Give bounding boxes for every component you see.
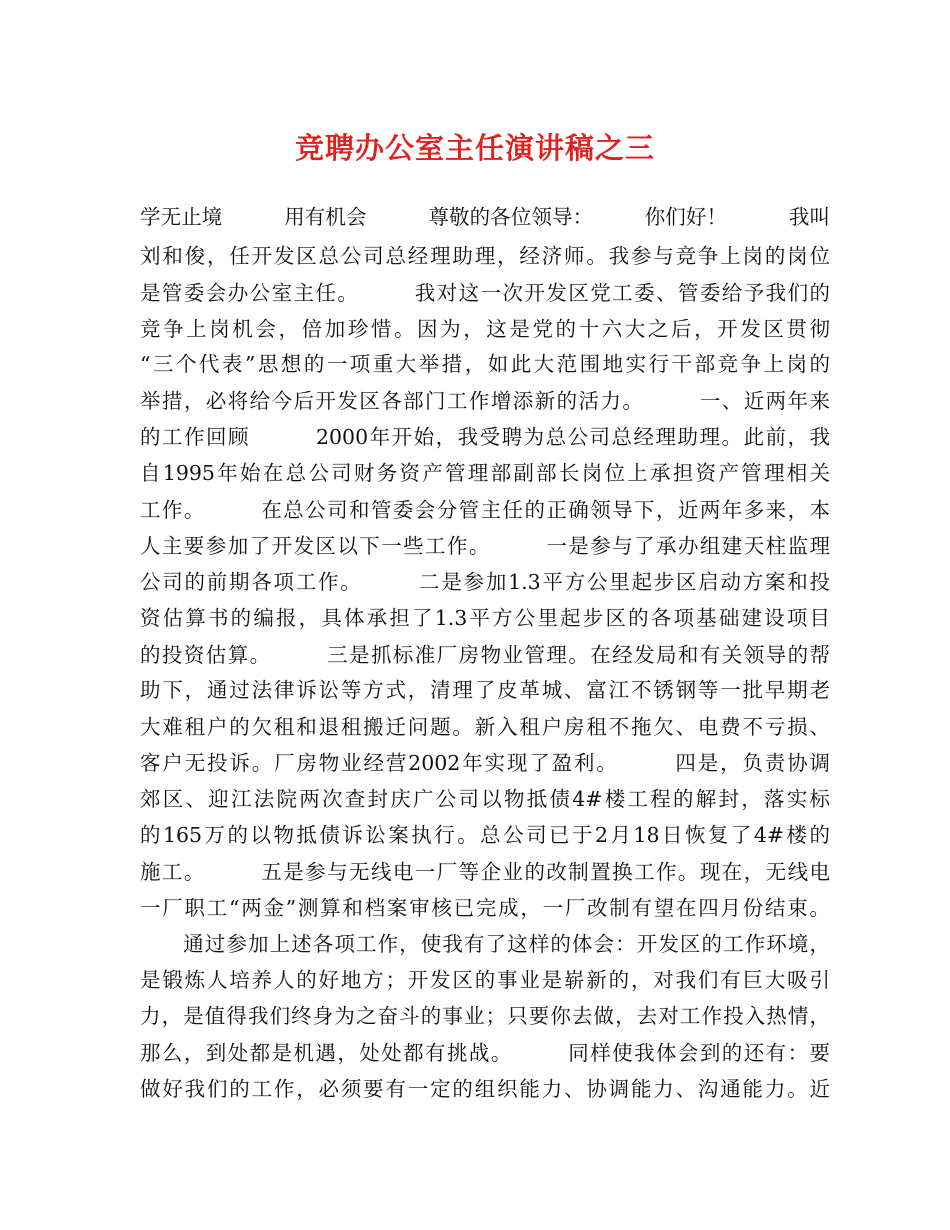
body-line: 做好我们的工作，必须要有一定的组织能力、协调能力、沟通能力。近: [140, 1077, 830, 1101]
body-line: 那么，到处都是机遇，处处都有挑战。 同样使我体会到的还有：要: [140, 1041, 830, 1065]
document-title: 竞聘办公室主任演讲稿之三: [294, 131, 655, 165]
body-line: 竞争上岗机会，倍加珍惜。因为，这是党的十六大之后，开发区贯彻: [140, 317, 830, 341]
body-line: 举措，必将给今后开发区各部门工作增添新的活力。 一、近两年来: [140, 389, 830, 413]
body-line: 力，是值得我们终身为之奋斗的事业；只要你去做，去对工作投入热情，: [140, 1004, 830, 1028]
body-line: “三个代表”思想的一项重大举措，如此大范围地实行干部竞争上岗的: [140, 352, 830, 376]
body-line: 施工。 五是参与无线电一厂等企业的改制置换工作。现在，无线电: [140, 860, 830, 884]
body-line: 的投资估算。 三是抓标准厂房物业管理。在经发局和有关领导的帮: [140, 643, 830, 667]
body-line: 公司的前期各项工作。 二是参加1.3平方公里起步区启动方案和投: [140, 570, 830, 594]
body-line: 刘和俊，任开发区总公司总经理助理，经济师。我参与竞争上岗的岗位: [140, 244, 830, 268]
body-line: 客户无投诉。厂房物业经营2002年实现了盈利。 四是，负责协调: [140, 751, 830, 775]
body-line: 的165万的以物抵债诉讼案执行。总公司已于2月18日恢复了4#楼的: [140, 823, 830, 847]
body-line: 人主要参加了开发区以下一些工作。 一是参与了承办组建天柱监理: [140, 534, 830, 558]
body-line: 大难租户的欠租和退租搬迁问题。新入租户房租不拖欠、电费不亏损、: [140, 715, 830, 739]
body-line: 自1995年始在总公司财务资产管理部副部长岗位上承担资产管理相关: [140, 461, 830, 485]
body-line: 工作。 在总公司和管委会分管主任的正确领导下，近两年多来，本: [140, 498, 830, 522]
body-line: 通过参加上述各项工作，使我有了这样的体会：开发区的工作环境，: [140, 932, 830, 956]
body-line: 是锻炼人培养人的好地方；开发区的事业是崭新的，对我们有巨大吸引: [140, 968, 830, 992]
body-line: 学无止境 用有机会 尊敬的各位领导： 你们好！ 我叫: [140, 205, 830, 229]
body-line: 助下，通过法律诉讼等方式，清理了皮革城、富江不锈钢等一批早期老: [140, 678, 830, 702]
body-line: 资估算书的编报，具体承担了1.3平方公里起步区的各项基础建设项目: [140, 606, 830, 630]
body-line: 的工作回顾 2000年开始，我受聘为总公司总经理助理。此前，我: [140, 425, 830, 449]
body-line: 郊区、迎江法院两次查封庆广公司以物抵债4#楼工程的解封，落实标: [140, 787, 830, 811]
body-line: 是管委会办公室主任。 我对这一次开发区党工委、管委给予我们的: [140, 281, 830, 305]
body-line: 一厂职工“两金”测算和档案审核已完成，一厂改制有望在四月份结束。: [140, 896, 830, 920]
